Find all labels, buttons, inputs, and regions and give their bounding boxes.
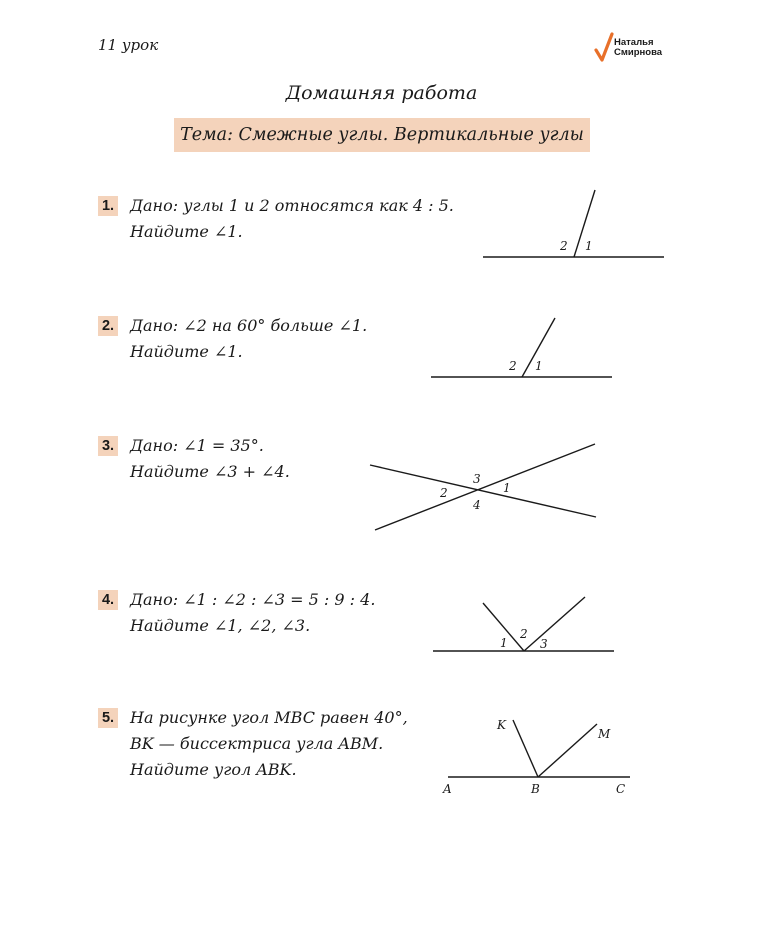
figure-4-three-angles — [433, 597, 614, 651]
angle-label: 1 — [585, 239, 593, 253]
task-text-line: Найдите ∠1. — [130, 222, 243, 241]
angle-label: 2 — [560, 239, 568, 253]
angle-label: 1 — [535, 359, 543, 373]
task-text-line: BK — биссектриса угла ABM. — [130, 734, 384, 753]
task-text-line: На рисунке угол MBC равен 40°, — [130, 708, 408, 727]
lesson-number: 11 урок — [98, 36, 159, 54]
point-label: K — [497, 718, 506, 732]
angle-label: 1 — [503, 481, 511, 495]
task-number: 2. — [98, 316, 118, 336]
task-number: 1. — [98, 196, 118, 216]
angle-label: 3 — [540, 637, 548, 651]
point-label: M — [598, 727, 611, 741]
task-text-line: Дано: ∠1 = 35°. — [130, 436, 264, 455]
angle-label: 4 — [473, 498, 481, 512]
task-text-line: Дано: ∠1 : ∠2 : ∠3 = 5 : 9 : 4. — [130, 590, 376, 609]
task-text-line: Найдите ∠1, ∠2, ∠3. — [130, 616, 311, 635]
topic-banner: Тема: Смежные углы. Вертикальные углы — [174, 118, 590, 152]
task-text-line: Найдите угол ABK. — [130, 760, 297, 779]
angle-label: 2 — [440, 486, 448, 500]
angle-label: 3 — [473, 472, 481, 486]
point-label: C — [616, 782, 626, 796]
logo-first-name: Наталья — [614, 37, 654, 48]
logo-last-name: Смирнова — [614, 47, 663, 58]
task-number: 4. — [98, 590, 118, 610]
angle-label: 1 — [500, 636, 508, 650]
figure-1-adjacent-angles — [483, 190, 664, 257]
angle-label: 2 — [509, 359, 517, 373]
task-text-line: Найдите ∠3 + ∠4. — [130, 462, 290, 481]
figure-2-adjacent-angles — [431, 318, 612, 377]
task-text-line: Найдите ∠1. — [130, 342, 243, 361]
task-number: 5. — [98, 708, 118, 728]
task-text-line: Дано: ∠2 на 60° больше ∠1. — [130, 316, 368, 335]
task-number: 3. — [98, 436, 118, 456]
task-text-line: Дано: углы 1 и 2 относятся как 4 : 5. — [130, 196, 454, 215]
point-label: B — [531, 782, 540, 796]
angle-label: 2 — [520, 627, 528, 641]
figure-3-vertical-angles — [370, 444, 596, 530]
point-label: A — [443, 782, 452, 796]
page-title: Домашняя работа — [285, 82, 478, 104]
